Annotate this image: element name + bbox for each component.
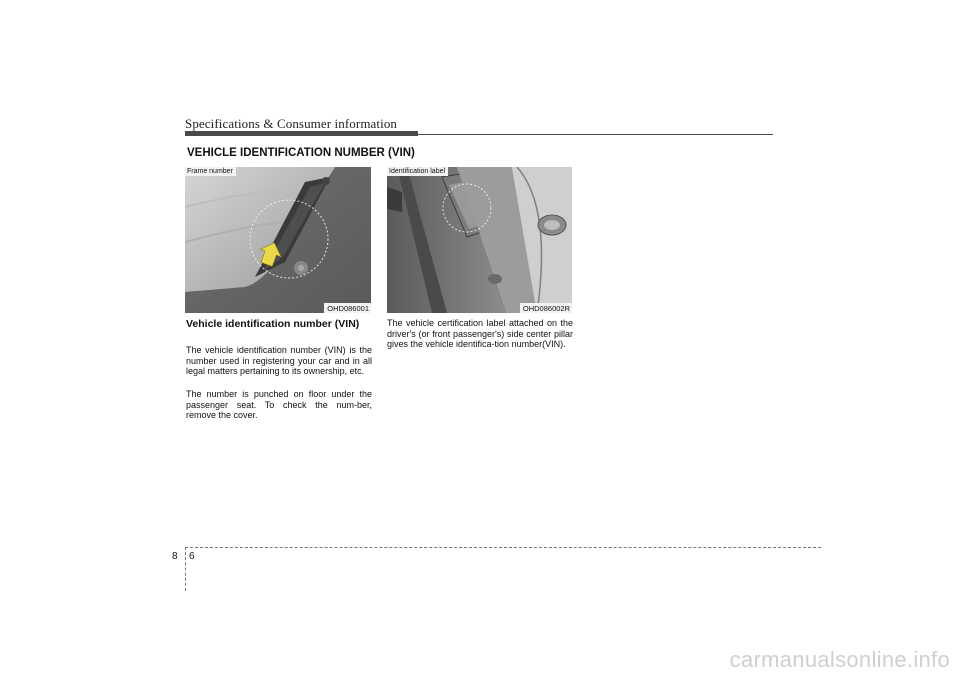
figure-frame-number — [185, 167, 371, 313]
figure-code-right: OHD086002R — [520, 303, 572, 313]
figure-tag-identification-label: Identification label — [387, 167, 448, 176]
paragraph-vin-location: The number is punched on floor under the passenger seat. To check the num-ber, remove the cover. — [186, 389, 372, 421]
header-title: Specifications & Consumer information — [185, 116, 398, 131]
paragraph-vin-definition: The vehicle identification number (VIN) is the number used in registering your car and in all legal matters pertaining to its ownership, etc. — [186, 345, 372, 377]
footer-dashed-rule — [185, 547, 821, 548]
figure-code-left: OHD086001 — [324, 303, 371, 313]
section-title: VEHICLE IDENTIFICATION NUMBER (VIN) — [187, 147, 415, 159]
watermark: carmanualsonline.info — [729, 647, 950, 672]
paragraph-certification-label: The vehicle certification label attached on the driver's (or front passenger's) side center pillar gives the vehicle identifica-tion number(VIN). — [387, 318, 573, 350]
figure-tag-frame-number: Frame number — [185, 167, 236, 176]
header-rule-thick — [185, 131, 418, 136]
page-number: 6 — [189, 551, 195, 562]
header-rule-thin — [418, 134, 773, 135]
identification-label-illustration — [387, 167, 572, 313]
frame-number-illustration — [185, 167, 371, 313]
page-chapter-number: 8 — [172, 551, 178, 562]
subheading-vin: Vehicle identification number (VIN) — [186, 318, 360, 330]
figure-identification-label — [387, 167, 572, 313]
footer-dashed-divider — [185, 547, 186, 591]
